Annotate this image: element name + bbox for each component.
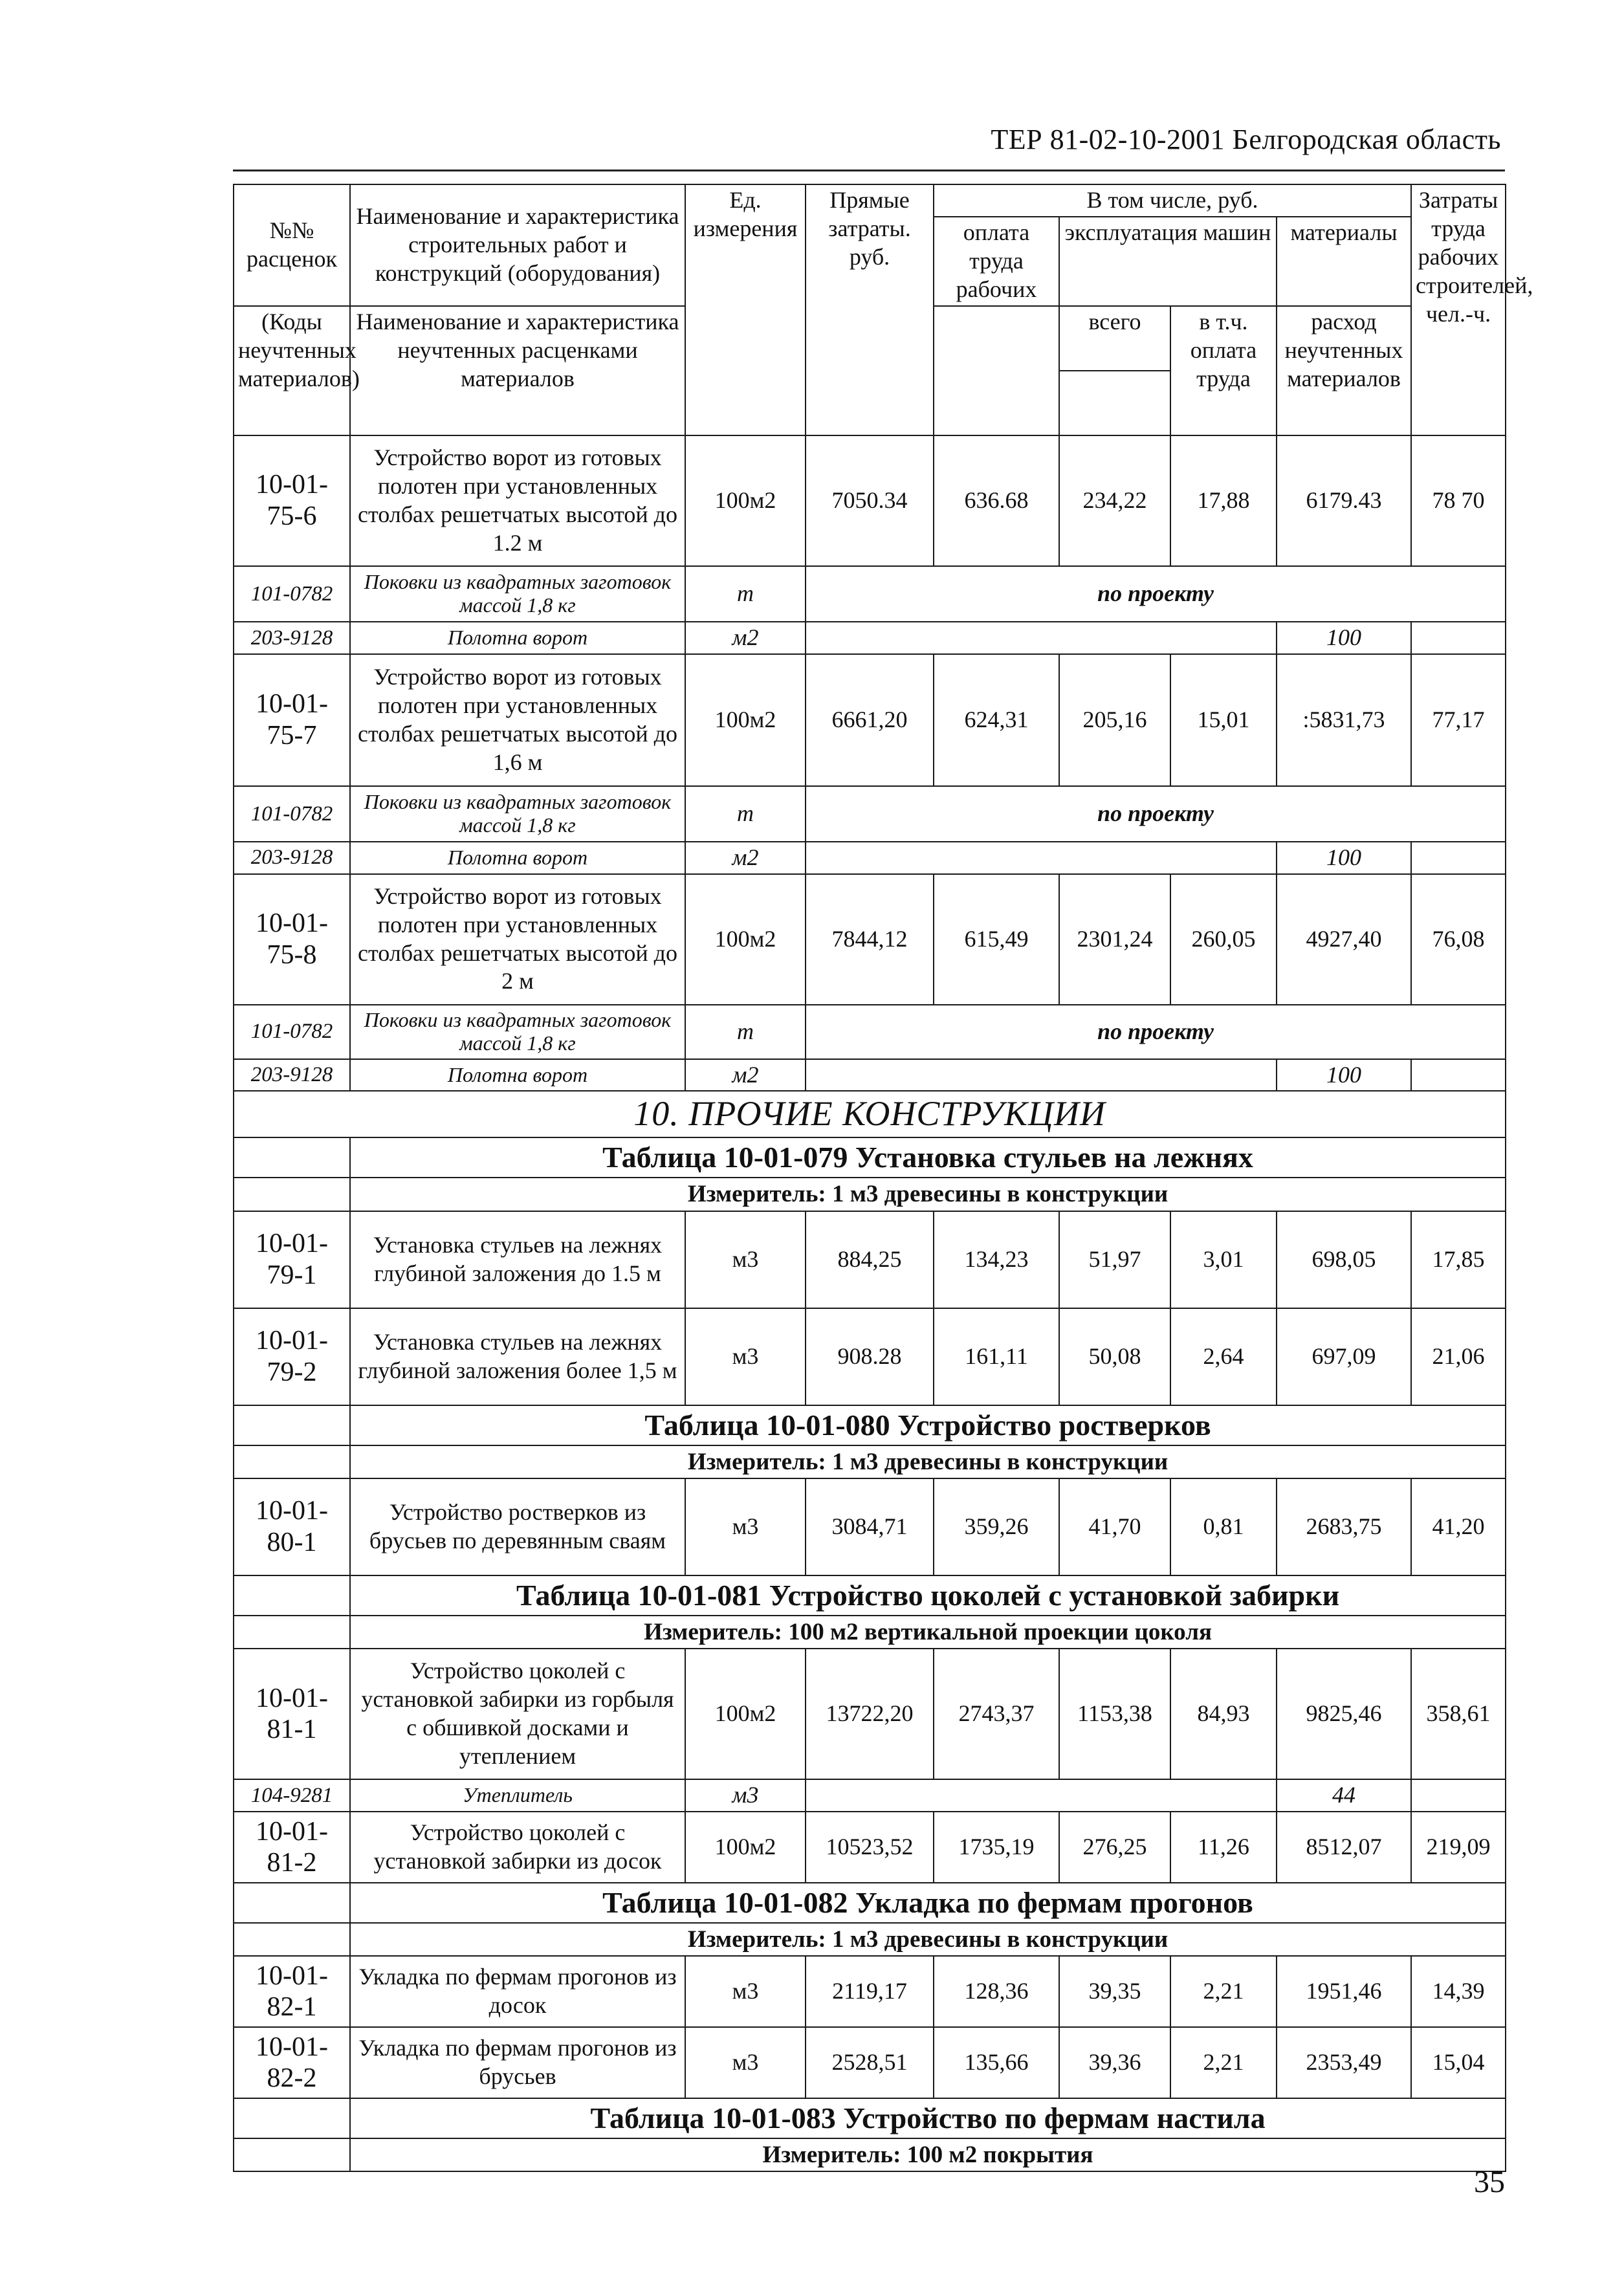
rate-labor-pay: 359,26 [934, 1478, 1059, 1575]
rate-code: 10-01-80-1 [234, 1478, 350, 1575]
rate-mach-total: 276,25 [1059, 1812, 1170, 1883]
material-usage: 100 [1277, 842, 1411, 874]
rate-materials: 2683,75 [1277, 1478, 1411, 1575]
col-header-mat-name: Наименование и характеристика неучтенных расценками материалов [350, 306, 685, 435]
material-unit: м2 [685, 622, 806, 654]
table-row [234, 1649, 1506, 1779]
rate-direct: 7844,12 [806, 874, 934, 1005]
rate-mach-total: 39,35 [1059, 1956, 1170, 2027]
table-measure: Измеритель: 100 м2 вертикальной проекции цоколя [350, 1616, 1506, 1649]
rate-code: 10-01-75-7 [234, 654, 350, 786]
table-row [234, 1211, 1506, 1308]
rate-unit: м3 [685, 1478, 806, 1575]
rate-mach-pay: 3,01 [1170, 1211, 1277, 1308]
material-name: Поковки из квадратных заготовок массой 1,8 кг [350, 566, 685, 622]
table-row [234, 1812, 1506, 1883]
table-title: Таблица 10-01-080 Устройство ростверков [350, 1405, 1506, 1445]
rates-table [233, 184, 1533, 2172]
rate-mach-total: 205,16 [1059, 654, 1170, 786]
material-code: 101-0782 [234, 566, 350, 622]
table-measure: Измеритель: 100 м2 покрытия [350, 2138, 1506, 2171]
material-code: 203-9128 [234, 622, 350, 654]
material-row [234, 1059, 1506, 1092]
material-code: 203-9128 [234, 842, 350, 874]
table-row [234, 874, 1506, 1005]
rate-code: 10-01-81-1 [234, 1649, 350, 1779]
rate-code: 10-01-79-1 [234, 1211, 350, 1308]
rate-mach-pay: 17,88 [1170, 435, 1277, 566]
rate-mach-total: 39,36 [1059, 2027, 1170, 2098]
material-note: по проекту [806, 786, 1506, 842]
rate-labor-pay: 1735,19 [934, 1812, 1059, 1883]
table-title: Таблица 10-01-082 Укладка по фермам прогонов [350, 1883, 1506, 1923]
table-row [234, 435, 1506, 566]
rate-materials: 1951,46 [1277, 1956, 1411, 2027]
material-name: Полотна ворот [350, 622, 685, 654]
rate-materials: 8512,07 [1277, 1812, 1411, 1883]
rate-mach-pay: 2,21 [1170, 2027, 1277, 2098]
rate-labor-cost: 15,04 [1411, 2027, 1506, 2098]
material-row [234, 1779, 1506, 1812]
rate-direct: 908.28 [806, 1308, 934, 1405]
rate-unit: м3 [685, 1211, 806, 1308]
rate-name: Укладка по фермам прогонов из брусьев [350, 2027, 685, 2098]
rate-name: Устройство цоколей с установкой забирки из досок [350, 1812, 685, 1883]
rate-name: Устройство ростверков из брусьев по деревянным сваям [350, 1478, 685, 1575]
material-unit: м2 [685, 842, 806, 874]
rate-labor-cost: 77,17 [1411, 654, 1506, 786]
rate-materials: 9825,46 [1277, 1649, 1411, 1779]
page-number: 35 [1474, 2165, 1505, 2199]
rate-mach-total: 51,97 [1059, 1211, 1170, 1308]
rate-labor-pay: 135,66 [934, 2027, 1059, 2098]
material-name: Полотна ворот [350, 842, 685, 874]
rate-mach-total: 2301,24 [1059, 874, 1170, 1005]
rate-direct: 13722,20 [806, 1649, 934, 1779]
col-header-mat-code: (Коды неучтенных материалов) [234, 306, 350, 435]
material-row [234, 1005, 1506, 1059]
rate-name: Устройство ворот из готовых полотен при установленных столбах решетчатых высотой до 2 м [350, 874, 685, 1005]
rate-labor-pay: 2743,37 [934, 1649, 1059, 1779]
rate-direct: 2119,17 [806, 1956, 934, 2027]
material-unit: м3 [685, 1779, 806, 1812]
rate-labor-cost: 17,85 [1411, 1211, 1506, 1308]
rate-unit: 100м2 [685, 1649, 806, 1779]
rate-mach-pay: 15,01 [1170, 654, 1277, 786]
material-unit: м2 [685, 1059, 806, 1092]
rate-name: Установка стульев на лежнях глубиной заложения более 1,5 м [350, 1308, 685, 1405]
rate-direct: 3084,71 [806, 1478, 934, 1575]
rate-mach-pay: 0,81 [1170, 1478, 1277, 1575]
rate-name: Устройство цоколей с установкой забирки из горбыля с обшивкой досками и утеплением [350, 1649, 685, 1779]
table-title: Таблица 10-01-083 Устройство по фермам настила [350, 2098, 1506, 2138]
material-unit: т [685, 1005, 806, 1059]
material-name: Утеплитель [350, 1779, 685, 1812]
rate-materials: 6179.43 [1277, 435, 1411, 566]
rate-materials: 698,05 [1277, 1211, 1411, 1308]
rate-mach-total: 41,70 [1059, 1478, 1170, 1575]
rate-unit: 100м2 [685, 874, 806, 1005]
rate-code: 10-01-79-2 [234, 1308, 350, 1405]
rate-code: 10-01-82-2 [234, 2027, 350, 2098]
rate-unit: м3 [685, 1308, 806, 1405]
rate-materials: 697,09 [1277, 1308, 1411, 1405]
material-usage: 100 [1277, 622, 1411, 654]
rate-direct: 6661,20 [806, 654, 934, 786]
section-title: 10. ПРОЧИЕ КОНСТРУКЦИИ [234, 1091, 1506, 1137]
material-usage: 44 [1277, 1779, 1411, 1812]
rate-name: Устройство ворот из готовых полотен при установленных столбах решетчатых высотой до 1,6 м [350, 654, 685, 786]
rate-labor-pay: 161,11 [934, 1308, 1059, 1405]
col-header-materials: материалы [1277, 217, 1411, 306]
rate-code: 10-01-81-2 [234, 1812, 350, 1883]
rate-labor-pay: 615,49 [934, 874, 1059, 1005]
col-header-mach-total: всего [1059, 306, 1170, 371]
rate-direct: 10523,52 [806, 1812, 934, 1883]
material-code: 101-0782 [234, 1005, 350, 1059]
material-row [234, 842, 1506, 874]
rate-labor-cost: 358,61 [1411, 1649, 1506, 1779]
rate-labor-cost: 14,39 [1411, 1956, 1506, 2027]
table-row [234, 1956, 1506, 2027]
material-name: Поковки из квадратных заготовок массой 1,8 кг [350, 786, 685, 842]
material-row [234, 786, 1506, 842]
rate-labor-cost: 21,06 [1411, 1308, 1506, 1405]
material-code: 203-9128 [234, 1059, 350, 1092]
col-header-code: №№ расценок [234, 184, 350, 306]
table-title: Таблица 10-01-079 Установка стульев на лежнях [350, 1137, 1506, 1178]
rate-mach-pay: 2,64 [1170, 1308, 1277, 1405]
header-rule [233, 170, 1505, 171]
col-header-labor-pay: оплата труда рабочих [934, 217, 1059, 306]
material-code: 101-0782 [234, 786, 350, 842]
table-measure: Измеритель: 1 м3 древесины в конструкции [350, 1445, 1506, 1478]
rate-unit: м3 [685, 2027, 806, 2098]
rate-materials: 4927,40 [1277, 874, 1411, 1005]
material-note: по проекту [806, 1005, 1506, 1059]
table-row [234, 1478, 1506, 1575]
rate-unit: м3 [685, 1956, 806, 2027]
material-note: по проекту [806, 566, 1506, 622]
material-unit: т [685, 566, 806, 622]
rate-mach-total: 50,08 [1059, 1308, 1170, 1405]
rate-unit: 100м2 [685, 1812, 806, 1883]
page-header: ТЕР 81-02-10-2001 Белгородская область [991, 124, 1501, 155]
rate-mach-total: 234,22 [1059, 435, 1170, 566]
material-name: Поковки из квадратных заготовок массой 1,8 кг [350, 1005, 685, 1059]
col-header-mat-usage: расход неучтенных материалов [1277, 306, 1411, 435]
table-row [234, 654, 1506, 786]
table-title: Таблица 10-01-081 Устройство цоколей с установкой забирки [350, 1575, 1506, 1616]
material-row [234, 622, 1506, 654]
rate-labor-pay: 636.68 [934, 435, 1059, 566]
col-header-machines: эксплуатация машин [1059, 217, 1277, 306]
material-code: 104-9281 [234, 1779, 350, 1812]
rate-name: Устройство ворот из готовых полотен при установленных столбах решетчатых высотой до 1.2 м [350, 435, 685, 566]
rate-name: Укладка по фермам прогонов из досок [350, 1956, 685, 2027]
material-usage: 100 [1277, 1059, 1411, 1092]
rate-code: 10-01-82-1 [234, 1956, 350, 2027]
rate-mach-total: 1153,38 [1059, 1649, 1170, 1779]
rate-direct: 7050.34 [806, 435, 934, 566]
rate-labor-cost: 76,08 [1411, 874, 1506, 1005]
col-header-unit: Ед. измерения [685, 184, 806, 435]
table-row [234, 2027, 1506, 2098]
col-header-labor-cost: Затраты труда рабочих строителей, чел.-ч. [1411, 184, 1506, 435]
rate-labor-pay: 134,23 [934, 1211, 1059, 1308]
col-header-incl: В том числе, руб. [934, 184, 1411, 217]
rate-direct: 884,25 [806, 1211, 934, 1308]
table-measure: Измеритель: 1 м3 древесины в конструкции [350, 1178, 1506, 1211]
rate-materials: :5831,73 [1277, 654, 1411, 786]
rate-unit: 100м2 [685, 654, 806, 786]
col-header-name: Наименование и характеристика строительных работ и конструкций (оборудования) [350, 184, 685, 306]
rate-labor-cost: 41,20 [1411, 1478, 1506, 1575]
rate-labor-cost: 219,09 [1411, 1812, 1506, 1883]
rate-mach-pay: 11,26 [1170, 1812, 1277, 1883]
table-measure: Измеритель: 1 м3 древесины в конструкции [350, 1923, 1506, 1956]
rate-labor-pay: 128,36 [934, 1956, 1059, 2027]
rate-unit: 100м2 [685, 435, 806, 566]
material-unit: т [685, 786, 806, 842]
rate-labor-cost: 78 70 [1411, 435, 1506, 566]
rate-code: 10-01-75-6 [234, 435, 350, 566]
table-row [234, 1308, 1506, 1405]
col-header-direct: Прямые затраты. руб. [806, 184, 934, 435]
material-row [234, 566, 1506, 622]
rate-materials: 2353,49 [1277, 2027, 1411, 2098]
rate-mach-pay: 260,05 [1170, 874, 1277, 1005]
rate-name: Установка стульев на лежнях глубиной заложения до 1.5 м [350, 1211, 685, 1308]
rate-direct: 2528,51 [806, 2027, 934, 2098]
rate-mach-pay: 2,21 [1170, 1956, 1277, 2027]
material-name: Полотна ворот [350, 1059, 685, 1092]
rate-mach-pay: 84,93 [1170, 1649, 1277, 1779]
rate-code: 10-01-75-8 [234, 874, 350, 1005]
col-header-mach-pay: в т.ч. оплата труда [1170, 306, 1277, 435]
rate-labor-pay: 624,31 [934, 654, 1059, 786]
